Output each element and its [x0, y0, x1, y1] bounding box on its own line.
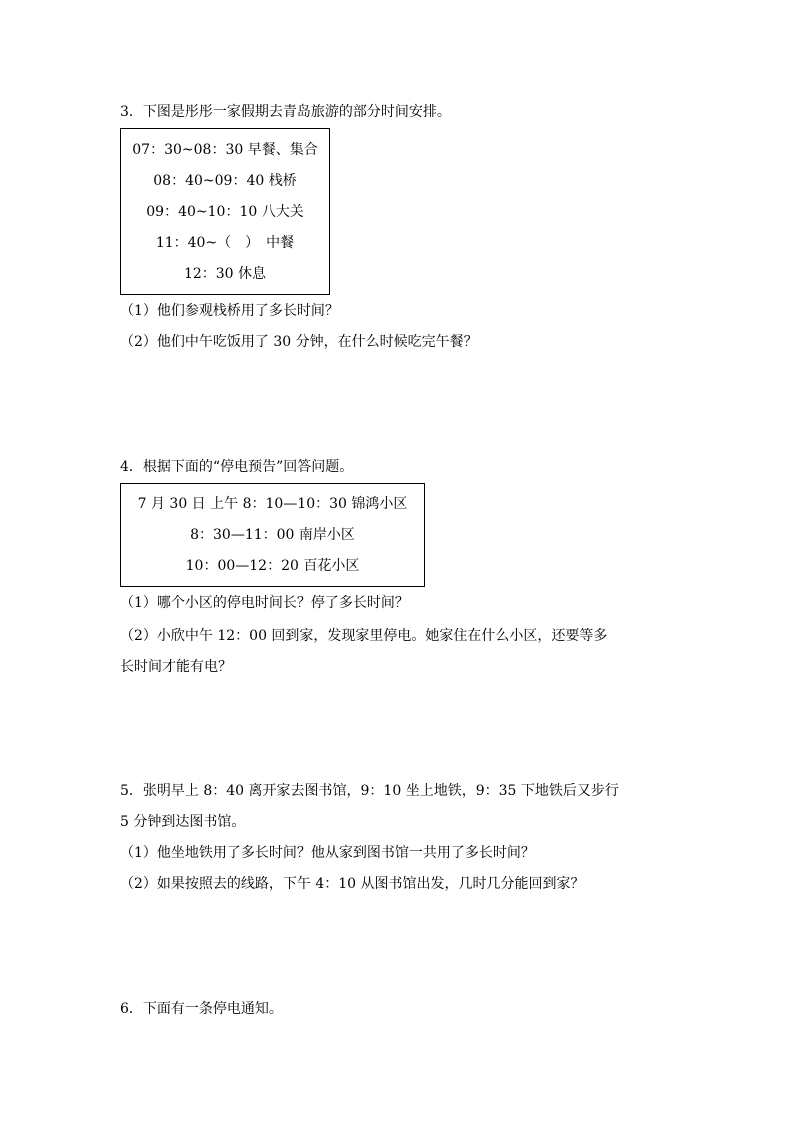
schedule-row: 07：30~08：30 早餐、集合 [132, 142, 318, 158]
notice-row: 8：30—11：00 南岸小区 [190, 527, 355, 543]
q3-sub2: （2）他们中午吃饭用了 30 分钟，在什么时候吃完午餐？ [120, 334, 478, 350]
q4-title: 4．根据下面的“停电预告”回答问题。 [120, 459, 354, 475]
q6-title: 6．下面有一条停电通知。 [120, 1001, 283, 1017]
q4-notice-box [120, 483, 425, 587]
q4-sub2-line1: （2）小欣中午 12：00 回到家，发现家里停电。她家住在什么小区，还要等多 [120, 628, 608, 644]
schedule-row: 11：40~（ ） 中餐 [155, 235, 295, 251]
schedule-row: 12：30 休息 [183, 266, 267, 282]
q4-sub2-line2: 长时间才能有电？ [120, 659, 232, 675]
notice-row: 10：00—12：20 百花小区 [185, 558, 360, 574]
q3-schedule-box [120, 128, 330, 295]
schedule-row: 09：40~10：10 八大关 [146, 204, 304, 220]
q5-sub2: （2）如果按照去的线路，下午 4：10 从图书馆出发，几时几分能回到家？ [120, 876, 585, 892]
q5-title-line2: 5 分钟到达图书馆。 [120, 814, 246, 830]
q5-sub1: （1）他坐地铁用了多长时间？他从家到图书馆一共用了多长时间？ [120, 845, 535, 861]
notice-row: 7 月 30 日 上午 8：10—10：30 锦鸿小区 [137, 496, 408, 512]
q3-title: 3．下图是彤彤一家假期去青岛旅游的部分时间安排。 [120, 104, 451, 120]
q5-title-line1: 5．张明早上 8：40 离开家去图书馆，9：10 坐上地铁，9：35 下地铁后又步行 [120, 783, 619, 799]
q3-sub1: （1）他们参观栈桥用了多长时间？ [120, 303, 339, 319]
q4-sub1: （1）哪个小区的停电时间长？停了多长时间？ [120, 595, 409, 611]
schedule-row: 08：40~09：40 栈桥 [153, 173, 297, 189]
